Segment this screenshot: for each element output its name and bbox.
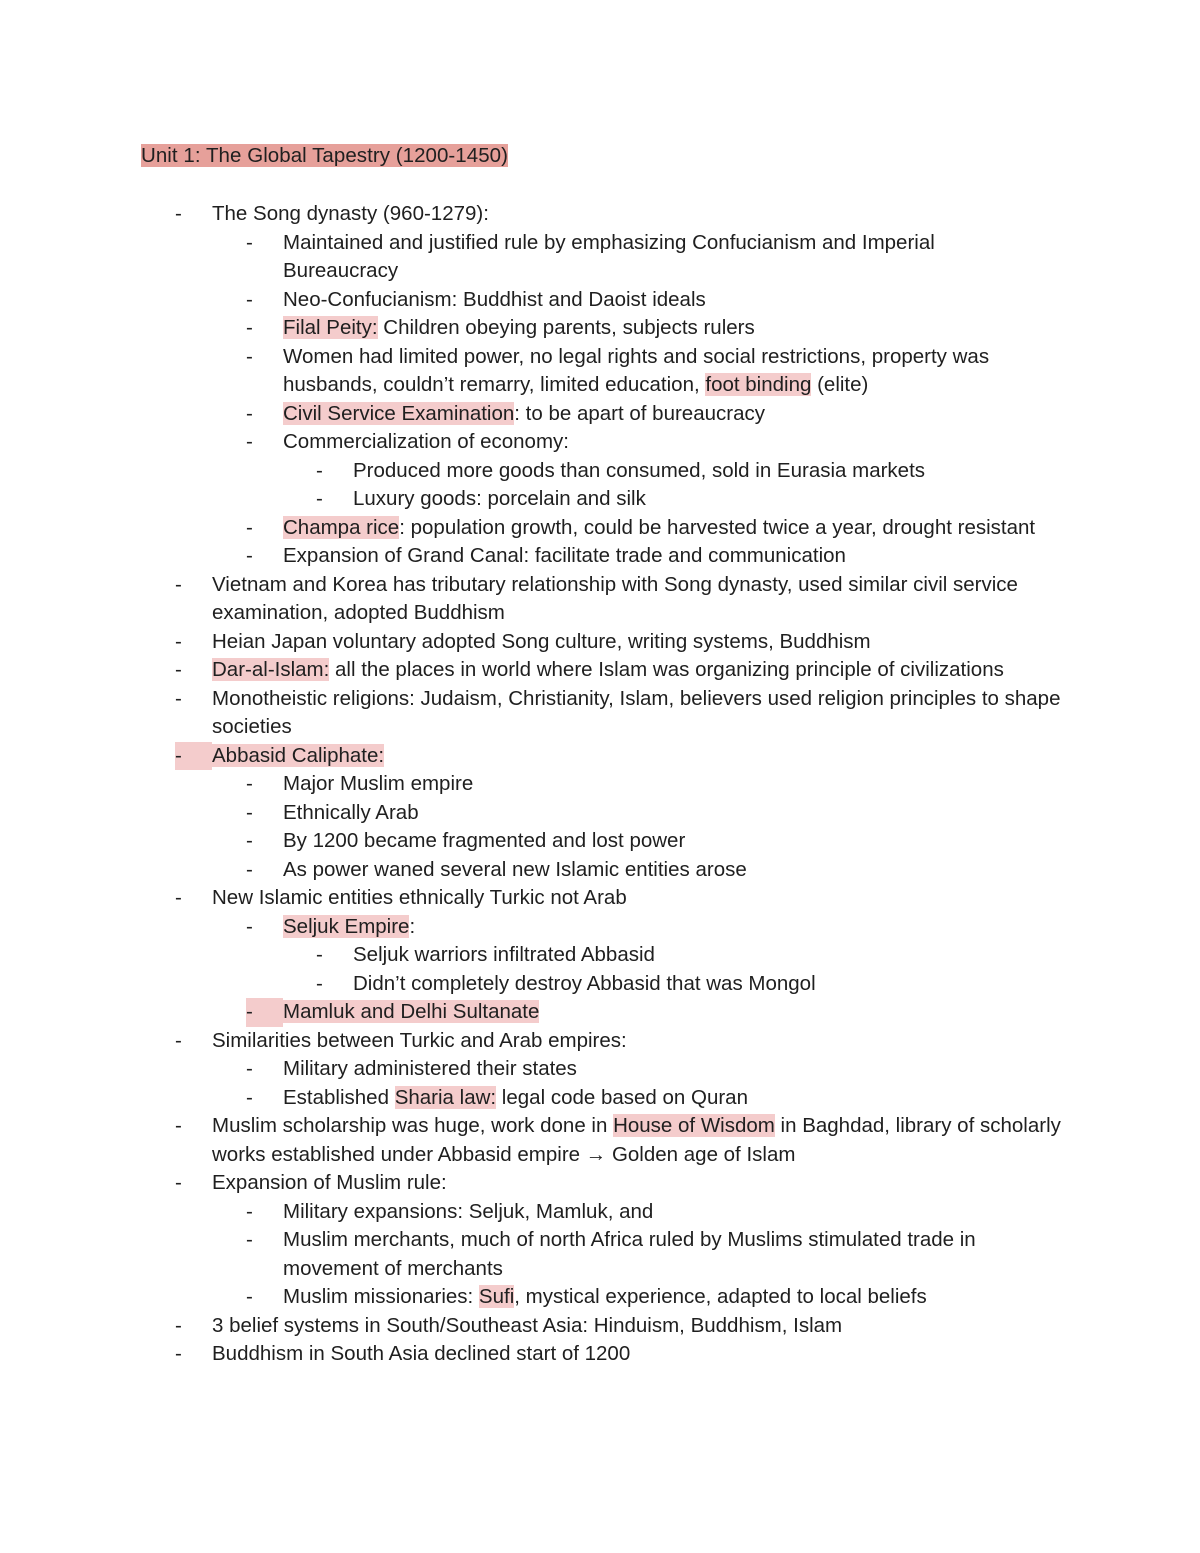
bullet-dash: - xyxy=(175,1028,182,1052)
highlighted-term: Sharia law: xyxy=(394,1085,497,1109)
text-run: , mystical experience, adapted to local beliefs xyxy=(514,1285,927,1308)
bullet-dash: - xyxy=(175,572,182,596)
bullet-dash: - xyxy=(175,742,212,771)
list-item-text xyxy=(283,1086,748,1109)
list-item xyxy=(0,970,1053,999)
page-title xyxy=(141,140,508,171)
highlighted-term: Seljuk Empire xyxy=(283,914,410,938)
list-item xyxy=(0,913,1043,942)
bullet-dash: - xyxy=(175,1313,182,1337)
list-item xyxy=(0,343,1043,400)
bullet-dash: - xyxy=(246,1057,253,1080)
list-item-text xyxy=(283,1228,976,1280)
list-item xyxy=(0,1312,1072,1341)
list-item-text xyxy=(283,915,415,938)
list-item-text xyxy=(283,544,846,567)
text-run: Similarities between Turkic and Arab empires: xyxy=(212,1028,627,1052)
list-item xyxy=(0,884,1072,913)
list-item xyxy=(0,742,1072,771)
bullet-dash: - xyxy=(246,1085,253,1109)
highlighted-term: House of Wisdom xyxy=(613,1114,775,1137)
list-item xyxy=(0,1055,1043,1084)
list-item-text xyxy=(283,288,706,311)
highlighted-term: Champa rice xyxy=(283,515,400,539)
text-run: Neo-Confucianism: Buddhist and Daoist ideals xyxy=(283,287,706,311)
text-run: 3 belief systems in South/Southeast Asia: Hinduism, Buddhism, Islam xyxy=(212,1313,843,1337)
list-item xyxy=(0,628,1072,657)
bullet-dash: - xyxy=(175,629,182,653)
list-item xyxy=(0,571,1072,628)
list-item xyxy=(0,941,1053,970)
list-item-text xyxy=(283,345,989,397)
list-item xyxy=(0,200,1072,229)
text-run: : population growth, could be harvested twice a year, drought resistant xyxy=(399,515,1036,539)
bullet-dash: - xyxy=(246,1228,253,1251)
list-item-text xyxy=(212,1314,842,1337)
list-item-text xyxy=(353,943,655,966)
highlighted-term: Abbasid Caliphate: xyxy=(212,743,385,767)
text-run: Expansion of Grand Canal: facilitate trade and communication xyxy=(283,544,846,567)
text-run: Established xyxy=(283,1085,395,1109)
highlighted-term: Mamluk and Delhi Sultanate xyxy=(283,1000,540,1023)
list-item xyxy=(0,799,1043,828)
bullet-dash: - xyxy=(316,971,323,995)
bullet-dash: - xyxy=(246,772,253,795)
list-item-text xyxy=(283,858,747,881)
list-item xyxy=(0,770,1043,799)
list-item-text xyxy=(283,801,419,824)
text-run: : to be apart of bureaucracy xyxy=(514,401,765,425)
list-item-text xyxy=(283,402,765,425)
text-run: The Song dynasty (960-1279): xyxy=(212,202,489,225)
bullet-dash: - xyxy=(175,686,182,710)
list-item xyxy=(0,1198,1043,1227)
text-run: Muslim scholarship was huge, work done in xyxy=(212,1114,614,1137)
text-run: By 1200 became fragmented and lost power xyxy=(283,829,686,852)
text-run: Vietnam and Korea has tributary relationship with Song dynasty, used similar civil service examination, adopted Buddhism xyxy=(212,572,1018,624)
list-item-text xyxy=(283,231,935,283)
highlighted-term: Civil Service Examination xyxy=(283,401,515,425)
list-item-text xyxy=(212,658,1004,681)
bullet-dash: - xyxy=(246,544,253,567)
title-text: Unit 1: The Global Tapestry (1200-1450) xyxy=(141,144,508,167)
bullet-dash: - xyxy=(175,202,182,225)
list-item xyxy=(0,1112,1072,1169)
text-run: : xyxy=(409,914,416,938)
list-item-text xyxy=(283,516,1035,539)
text-run: Heian Japan voluntary adopted Song culture, writing systems, Buddhism xyxy=(212,629,871,653)
text-run: Military administered their states xyxy=(283,1057,577,1080)
text-run: Maintained and justified rule by emphasizing Confucianism and Imperial Bureaucracy xyxy=(283,230,935,282)
text-run: (elite) xyxy=(811,373,869,396)
list-item-text xyxy=(353,459,925,482)
list-item xyxy=(0,314,1043,343)
bullet-dash: - xyxy=(175,886,182,909)
list-item-text xyxy=(212,1029,627,1052)
list-item xyxy=(0,685,1072,742)
list-item-text xyxy=(212,630,871,653)
bullet-dash: - xyxy=(175,1171,182,1194)
bullet-dash: - xyxy=(316,458,323,482)
bullet-dash: - xyxy=(175,1342,182,1365)
list-item xyxy=(0,514,1043,543)
list-item xyxy=(0,656,1072,685)
text-run: Monotheistic religions: Judaism, Christianity, Islam, believers used religion principles to shape societies xyxy=(212,686,1061,738)
bullet-dash: - xyxy=(246,316,253,339)
list-item-text xyxy=(212,1114,1061,1166)
bullet-dash: - xyxy=(316,487,323,510)
bullet-dash: - xyxy=(316,943,323,966)
bullet-dash: - xyxy=(246,344,253,368)
list-item xyxy=(0,428,1043,457)
list-item-text xyxy=(353,972,816,995)
list-item-text xyxy=(212,687,1060,739)
list-item-text xyxy=(283,430,569,453)
text-run: Luxury goods: porcelain and silk xyxy=(353,487,646,510)
bullet-dash: - xyxy=(246,914,253,938)
highlighted-term: Filal Peity: xyxy=(283,316,378,339)
list-item-text xyxy=(212,1171,447,1194)
list-item xyxy=(0,542,1043,571)
text-run: Commercialization of economy: xyxy=(283,430,569,453)
list-item-text xyxy=(212,202,489,225)
list-item-text xyxy=(283,829,685,852)
bullet-dash: - xyxy=(246,1285,253,1308)
list-item xyxy=(0,1027,1072,1056)
list-item xyxy=(0,998,1043,1027)
list-item-text xyxy=(212,1342,630,1365)
text-run: Ethnically Arab xyxy=(283,800,419,824)
bullet-dash: - xyxy=(246,401,253,425)
text-run: Military expansions: Seljuk, Mamluk, and xyxy=(283,1199,654,1223)
list-item-text xyxy=(283,1285,927,1308)
bullet-dash: - xyxy=(246,829,253,852)
list-item-text xyxy=(283,772,473,795)
bullet-dash: - xyxy=(175,1114,182,1137)
bullet-dash: - xyxy=(246,230,253,254)
list-item-text xyxy=(212,573,1018,625)
list-item xyxy=(0,1283,1043,1312)
list-item xyxy=(0,457,1053,486)
list-item xyxy=(0,827,1043,856)
text-run: Buddhism in South Asia declined start of 1200 xyxy=(212,1342,631,1365)
highlighted-term: foot binding xyxy=(705,373,812,396)
list-item xyxy=(0,1226,1043,1283)
text-run: As power waned several new Islamic entities arose xyxy=(283,857,747,881)
list-item xyxy=(0,1084,1043,1113)
list-item xyxy=(0,856,1043,885)
text-run: in Baghdad, library of scholarly works established under Abbasid empire → Golden age of Islam xyxy=(212,1114,1061,1166)
list-item xyxy=(0,485,1053,514)
bullet-dash: - xyxy=(246,857,253,881)
list-item-text xyxy=(283,1057,577,1080)
bullet-dash: - xyxy=(246,287,253,311)
bullet-dash: - xyxy=(246,515,253,539)
list-item-text xyxy=(212,744,384,767)
list-item xyxy=(0,400,1043,429)
list-item-text xyxy=(212,886,627,909)
list-item xyxy=(0,1340,1072,1369)
text-run: Women had limited power, no legal rights and social restrictions, property was husbands, couldn’t remarry, limited education, xyxy=(283,344,990,396)
list-item xyxy=(0,286,1043,315)
bullet-list xyxy=(0,200,1200,1369)
text-run: New Islamic entities ethnically Turkic not Arab xyxy=(212,886,627,909)
bullet-dash: - xyxy=(175,658,182,681)
list-item xyxy=(0,1169,1072,1198)
list-item-text xyxy=(283,316,755,339)
text-run: Children obeying parents, subjects rulers xyxy=(377,316,755,339)
text-run: Muslim merchants, much of north Africa ruled by Muslims stimulated trade in movement of merchants xyxy=(283,1228,976,1280)
text-run: Major Muslim empire xyxy=(283,772,474,795)
text-run: Expansion of Muslim rule: xyxy=(212,1171,447,1194)
text-run: all the places in world where Islam was organizing principle of civilizations xyxy=(329,658,1004,681)
text-run: Produced more goods than consumed, sold in Eurasia markets xyxy=(353,458,926,482)
text-run: legal code based on Quran xyxy=(496,1085,748,1109)
bullet-dash: - xyxy=(246,998,283,1027)
list-item-text xyxy=(353,487,646,510)
bullet-dash: - xyxy=(246,800,253,824)
list-item-text xyxy=(283,1000,539,1023)
text-run: Seljuk warriors infiltrated Abbasid xyxy=(353,943,655,966)
highlighted-term: Sufi xyxy=(478,1285,515,1308)
list-item xyxy=(0,229,1043,286)
list-item-text xyxy=(283,1200,653,1223)
text-run: Muslim missionaries: xyxy=(283,1285,479,1308)
bullet-dash: - xyxy=(246,1199,253,1223)
text-run: Didn’t completely destroy Abbasid that was Mongol xyxy=(353,971,816,995)
highlighted-term: Dar-al-Islam: xyxy=(212,658,330,681)
bullet-dash: - xyxy=(246,430,253,453)
